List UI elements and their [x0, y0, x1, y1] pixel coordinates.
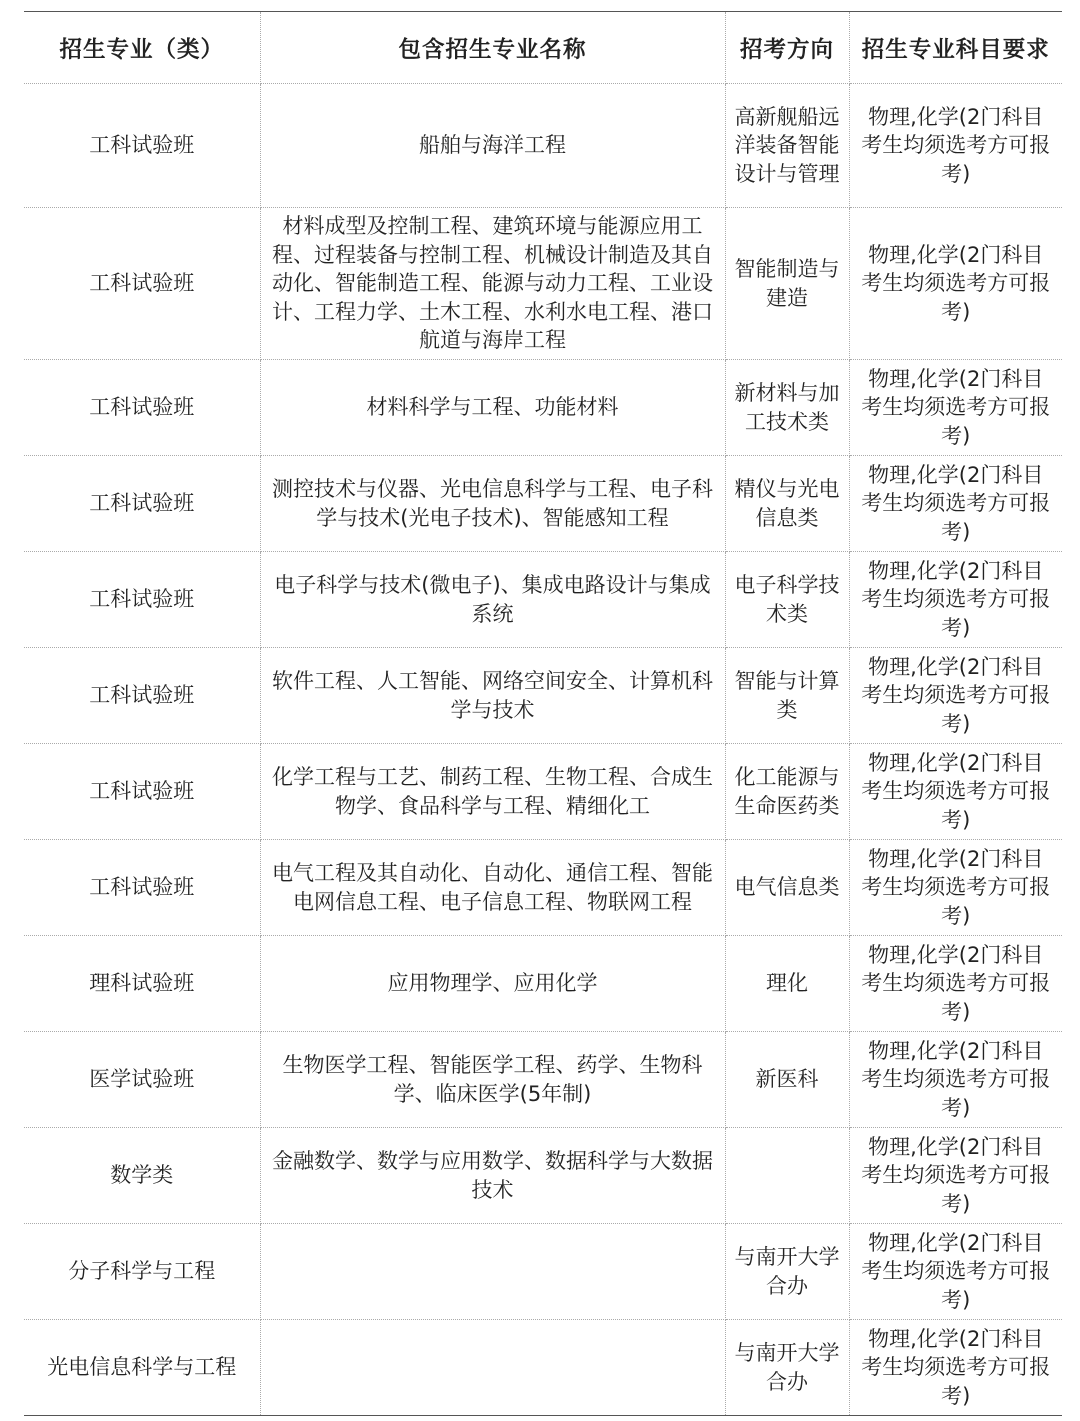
- table-row: [24, 840, 1062, 936]
- admission-table-container: [24, 11, 1062, 1416]
- cell-direction: 与南开大学合办: [725, 1320, 849, 1416]
- cell-category: 工科试验班: [24, 840, 260, 936]
- cell-majors: 电气工程及其自动化、自动化、通信工程、智能电网信息工程、电子信息工程、物联网工程: [260, 840, 725, 936]
- table-row: [24, 456, 1062, 552]
- cell-requirement: 物理,化学(2门科目考生均须选考方可报考): [849, 552, 1062, 648]
- cell-direction: 电子科学技术类: [725, 552, 849, 648]
- table-row: [24, 744, 1062, 840]
- cell-majors: 软件工程、人工智能、网络空间安全、计算机科学与技术: [260, 648, 725, 744]
- cell-requirement: 物理,化学(2门科目考生均须选考方可报考): [849, 936, 1062, 1032]
- header-category: 招生专业（类）: [24, 12, 260, 84]
- cell-requirement: 物理,化学(2门科目考生均须选考方可报考): [849, 1320, 1062, 1416]
- cell-majors: 化学工程与工艺、制药工程、生物工程、合成生物学、食品科学与工程、精细化工: [260, 744, 725, 840]
- cell-majors: 电子科学与技术(微电子)、集成电路设计与集成系统: [260, 552, 725, 648]
- cell-requirement: 物理,化学(2门科目考生均须选考方可报考): [849, 648, 1062, 744]
- cell-direction: 电气信息类: [725, 840, 849, 936]
- cell-direction: 高新舰船远洋装备智能设计与管理: [725, 84, 849, 208]
- header-row: [24, 12, 1062, 84]
- cell-direction: 精仪与光电信息类: [725, 456, 849, 552]
- cell-category: 理科试验班: [24, 936, 260, 1032]
- header-direction: 招考方向: [725, 12, 849, 84]
- cell-direction: 新医科: [725, 1032, 849, 1128]
- cell-category: 医学试验班: [24, 1032, 260, 1128]
- table-row: [24, 936, 1062, 1032]
- cell-category: 工科试验班: [24, 360, 260, 456]
- cell-direction: 与南开大学合办: [725, 1224, 849, 1320]
- cell-majors: 测控技术与仪器、光电信息科学与工程、电子科学与技术(光电子技术)、智能感知工程: [260, 456, 725, 552]
- cell-requirement: 物理,化学(2门科目考生均须选考方可报考): [849, 1128, 1062, 1224]
- admission-table: [24, 11, 1062, 1416]
- cell-majors: 材料成型及控制工程、建筑环境与能源应用工程、过程装备与控制工程、机械设计制造及其自动化、智能制造工程、能源与动力工程、工业设计、工程力学、土木工程、水利水电工程、港口航道与海岸工程: [260, 208, 725, 360]
- cell-majors: 生物医学工程、智能医学工程、药学、生物科学、临床医学(5年制): [260, 1032, 725, 1128]
- table-row: [24, 360, 1062, 456]
- cell-requirement: 物理,化学(2门科目考生均须选考方可报考): [849, 84, 1062, 208]
- cell-majors: 应用物理学、应用化学: [260, 936, 725, 1032]
- table-row: [24, 648, 1062, 744]
- cell-category: 数学类: [24, 1128, 260, 1224]
- table-row: [24, 1224, 1062, 1320]
- table-row: [24, 1032, 1062, 1128]
- cell-majors: 材料科学与工程、功能材料: [260, 360, 725, 456]
- table-row: [24, 84, 1062, 208]
- cell-requirement: 物理,化学(2门科目考生均须选考方可报考): [849, 208, 1062, 360]
- table-row: [24, 1320, 1062, 1416]
- cell-majors: [260, 1320, 725, 1416]
- cell-direction: 新材料与加工技术类: [725, 360, 849, 456]
- cell-direction: 理化: [725, 936, 849, 1032]
- cell-category: 光电信息科学与工程: [24, 1320, 260, 1416]
- cell-requirement: 物理,化学(2门科目考生均须选考方可报考): [849, 456, 1062, 552]
- cell-category: 工科试验班: [24, 552, 260, 648]
- cell-category: 工科试验班: [24, 648, 260, 744]
- cell-category: 工科试验班: [24, 456, 260, 552]
- cell-direction: [725, 1128, 849, 1224]
- header-majors: 包含招生专业名称: [260, 12, 725, 84]
- cell-majors: 船舶与海洋工程: [260, 84, 725, 208]
- cell-requirement: 物理,化学(2门科目考生均须选考方可报考): [849, 1224, 1062, 1320]
- cell-category: 工科试验班: [24, 208, 260, 360]
- header-requirement: 招生专业科目要求: [849, 12, 1062, 84]
- table-row: [24, 1128, 1062, 1224]
- cell-requirement: 物理,化学(2门科目考生均须选考方可报考): [849, 1032, 1062, 1128]
- table-row: [24, 552, 1062, 648]
- cell-category: 工科试验班: [24, 744, 260, 840]
- cell-direction: 化工能源与生命医药类: [725, 744, 849, 840]
- cell-requirement: 物理,化学(2门科目考生均须选考方可报考): [849, 840, 1062, 936]
- cell-requirement: 物理,化学(2门科目考生均须选考方可报考): [849, 744, 1062, 840]
- cell-requirement: 物理,化学(2门科目考生均须选考方可报考): [849, 360, 1062, 456]
- cell-majors: [260, 1224, 725, 1320]
- cell-direction: 智能与计算类: [725, 648, 849, 744]
- cell-majors: 金融数学、数学与应用数学、数据科学与大数据技术: [260, 1128, 725, 1224]
- cell-direction: 智能制造与建造: [725, 208, 849, 360]
- table-row: [24, 208, 1062, 360]
- cell-category: 工科试验班: [24, 84, 260, 208]
- cell-category: 分子科学与工程: [24, 1224, 260, 1320]
